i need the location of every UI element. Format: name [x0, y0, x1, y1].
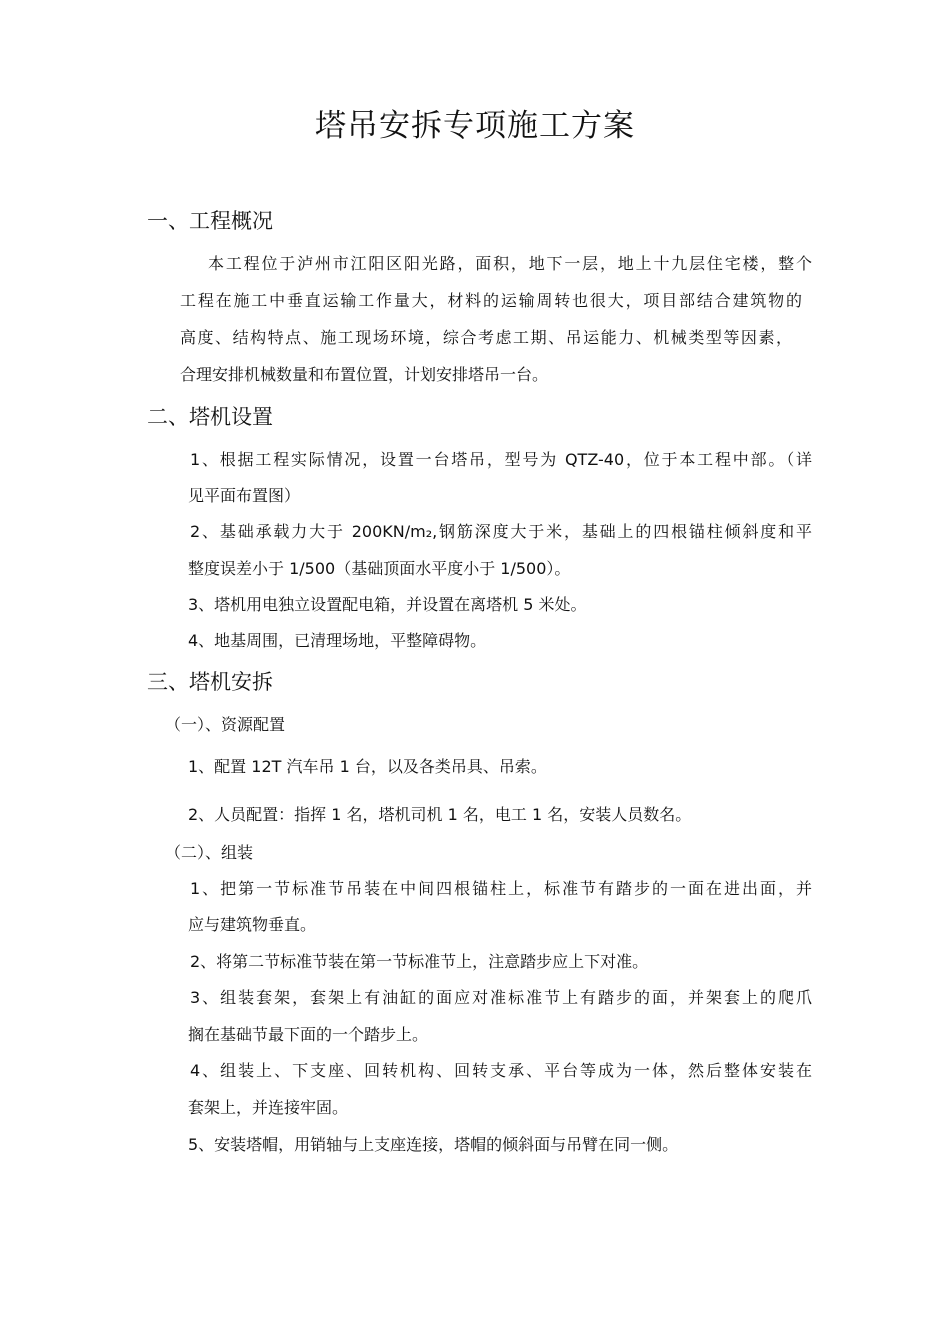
section-heading-crane-installation: 三、塔机安拆 — [147, 670, 273, 694]
subsection-heading-assembly: （二）、组装 — [165, 843, 254, 862]
paragraph-line: 高度、结构特点、施工现场环境，综合考虑工期、吊运能力、机械类型等因素， — [180, 328, 792, 347]
paragraph-line: 整度误差小于 1/500（基础顶面水平度小于 1/500）。 — [188, 559, 571, 578]
section-heading-crane-setup: 二、塔机设置 — [147, 405, 273, 429]
paragraph-line: 1、根据工程实际情况，设置一台塔吊，型号为 QTZ-40，位于本工程中部。（详 — [190, 450, 812, 469]
paragraph-line: 搁在基础节最下面的一个踏步上。 — [188, 1025, 429, 1044]
paragraph-line: 2、人员配置：指挥 1 名，塔机司机 1 名，电工 1 名，安装人员数名。 — [188, 805, 692, 824]
paragraph-line: 3、塔机用电独立设置配电箱，并设置在离塔机 5 米处。 — [188, 595, 587, 614]
paragraph-line: 4、地基周围，已清理场地，平整障碍物。 — [188, 631, 487, 650]
paragraph-line: 2、基础承载力大于 200KN/m₂,钢筋深度大于米，基础上的四根锚柱倾斜度和平 — [190, 522, 812, 541]
paragraph-line: 见平面布置图） — [188, 486, 301, 505]
subsection-heading-resources: （一）、资源配置 — [165, 715, 286, 734]
paragraph-line: 1、把第一节标准节吊装在中间四根锚柱上，标准节有踏步的一面在进出面，并 — [190, 879, 812, 898]
paragraph-line: 2、将第二节标准节装在第一节标准节上，注意踏步应上下对准。 — [190, 952, 649, 971]
section-heading-overview: 一、工程概况 — [147, 209, 273, 233]
paragraph-line: 1、配置 12T 汽车吊 1 台，以及各类吊具、吊索。 — [188, 757, 547, 776]
paragraph-line: 合理安排机械数量和布置位置，计划安排塔吊一台。 — [180, 365, 549, 384]
paragraph-line: 套架上，并连接牢固。 — [188, 1098, 349, 1117]
document-title: 塔吊安拆专项施工方案 — [315, 108, 635, 144]
paragraph-line: 3、组装套架，套架上有油缸的面应对准标准节上有踏步的面，并架套上的爬爪 — [190, 988, 812, 1007]
paragraph-line: 应与建筑物垂直。 — [188, 915, 317, 934]
paragraph-line: 本工程位于泸州市江阳区阳光路，面积，地下一层，地上十九层住宅楼，整个 — [208, 254, 812, 273]
paragraph-line: 5、安装塔帽，用销轴与上支座连接，塔帽的倾斜面与吊臂在同一侧。 — [188, 1135, 679, 1154]
paragraph-line: 工程在施工中垂直运输工作量大，材料的运输周转也很大，项目部结合建筑物的 — [180, 291, 802, 310]
paragraph-line: 4、组装上、下支座、回转机构、回转支承、平台等成为一体，然后整体安装在 — [190, 1061, 812, 1080]
